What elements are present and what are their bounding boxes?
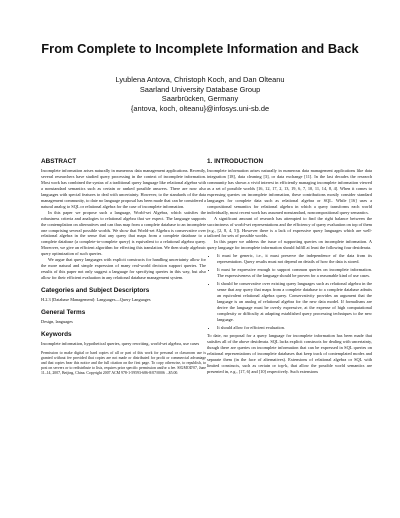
abstract-paragraph: We argue that query languages with explicit constructs for handling uncertainty allow for the more natural and simple expression of many real-world decision support queries. The results of this paper not only suggest a language for specifying queries in this way, but also allow for their efficient evaluation in any relational database management system. [41, 257, 206, 281]
affiliation: Saarland University Database Group [139, 84, 261, 94]
list-item: • It must be generic, i.e., it must preserve the independence of the data from its representation. Query results must not depend on details of how the data is stored. [217, 253, 372, 265]
abstract-paragraph: Incomplete information arises naturally in numerous data management applications. Recently, several researchers have studied query processing in the context of incomplete information. Most work has combined the syntax of a traditional query language like relational algebra with a nonstandard semantics such as certain or ranked possible answers. There are now also languages with special features to deal with uncertainty. However, to the standards of the data management community, to date no language proposal has been made that can be considered a natural analog to SQL or relational algebra for the case of incomplete information. [41, 168, 207, 209]
intro-paragraph: Incomplete information arises naturally in numerous data management applications like data integration [18], data cleaning [3], or data exchange [11]. In the last decades the research community has shown a vivid interest in efficiently managing incomplete information viewed as a set of possible worlds [16, 12, 17, 2, 13, 19, 6, 7, 10, 11, 14, 8, 4]. When it comes to expressing queries on incomplete information, these contributions mostly consider standard languages for complete data such as relational algebra or SQL. While [16] uses a compositional semantics for relational algebra in which a query transforms each world individually, most recent work has assumed nonstandard, noncompositional query semantics. [207, 168, 372, 215]
list-item: • It should allow for efficient evaluation. [217, 325, 372, 331]
categories-text: H.2.3 [Database Management]: Languages—Query Languages [41, 297, 151, 303]
general-terms-heading: General Terms [41, 309, 86, 317]
desiderata-list [207, 253, 372, 330]
introduction-heading: 1. INTRODUCTION [207, 158, 264, 165]
intro-paragraph: A significant amount of research has attempted to find the right balance between the succinctness of world-set representations and the efficiency of query evaluation on top of them (e.g., [2, 8, 4, 5]). However there is a lack of expressive query languages which are well-tailored for sets of possible worlds. [207, 215, 372, 239]
abstract-paragraph: In this paper we propose such a language, World-set Algebra, which satisfies the robustness criteria and analogies to relational algebra that we expect. The language supports the contemplation on alternatives and can thus map from a complete database to an incomplete one comprising several possible worlds. We show that World-set Algebra is conservative over relational algebra in the sense that any query that maps from a complete database to a complete database (a complete-to-complete query) is equivalent to a relational algebra query. Moreover, we give an efficient algorithm for effecting this translation. We then study algebraic query optimization of such queries. [41, 209, 206, 257]
intro-paragraph: In this paper we address the issue of supporting queries on incomplete information. A query language for incomplete information should fulfill at least the following four desiderata. [207, 239, 372, 251]
general-terms-text: Design, languages [41, 319, 73, 325]
list-item: • It must be expressive enough to support common queries on incomplete information. The expressiveness of the language should be proven for a reasonable kind of use cases. [217, 267, 372, 279]
keywords-heading: Keywords [41, 331, 72, 339]
author-names: Lyublena Antova, Christoph Koch, and Dan Olteanu [115, 75, 285, 84]
author-block [0, 75, 400, 113]
abstract-heading: ABSTRACT [41, 158, 77, 165]
categories-heading: Categories and Subject Descriptors [41, 287, 150, 295]
permission-notice: Permission to make digital or hard copies of all or part of this work for personal or classroom use is granted without fee provided that copies are not made or distributed for profit or commercial advantage and that copies bear this notice and the full citation on the first page. To copy otherwise, to republish, to post on servers or to redistribute to lists, requires prior specific permission and/or a fee. SIGMOD'07, June 11–14, 2007, Beijing, China. Copyright 2007 ACM 978-1-59593-686-8/07/0006 ...$5.00. [41, 350, 206, 376]
list-item: • It should be conservative over existing query languages such as relational algebra in the sense that any query that maps from a complete database to a complete database admits an equivalent relational algebra query. Conservativity provides an argument that the language is an analog of relational algebra for the new data model. If formalisms are derive the language must be overly expressive, at the expense of high computational complexity or difficulty at adapting established query processing techniques to the new language. [217, 281, 372, 323]
author-emails: {antova, koch, olteanu}@infosys.uni-sb.de [130, 103, 270, 113]
right-column [207, 158, 372, 374]
keywords-text: Incomplete information, hypothetical queries, query rewriting, world-set algebra, use cases [41, 341, 200, 347]
intro-paragraph: To date, no proposal for a query language for incomplete information has been made that satisfies all of the above desiderata. SQL lacks explicit constructs for dealing with uncertainty, though there are queries on incomplete information that can be expressed in SQL queries on relational representations of incomplete databases that keep track of contemplated modes and separate them (in the face of alternatives). Extensions of relational algebra or SQL with limited constructs, such as certain or top-k, that allow the possible world semantics are presented in, e.g., [17, 6] and [10] respectively. Such extensions [207, 332, 372, 374]
paper-title: From Complete to Incomplete Information and Back [41, 41, 359, 56]
city: Saarbrücken, Germany [161, 94, 239, 103]
left-column [41, 158, 206, 376]
